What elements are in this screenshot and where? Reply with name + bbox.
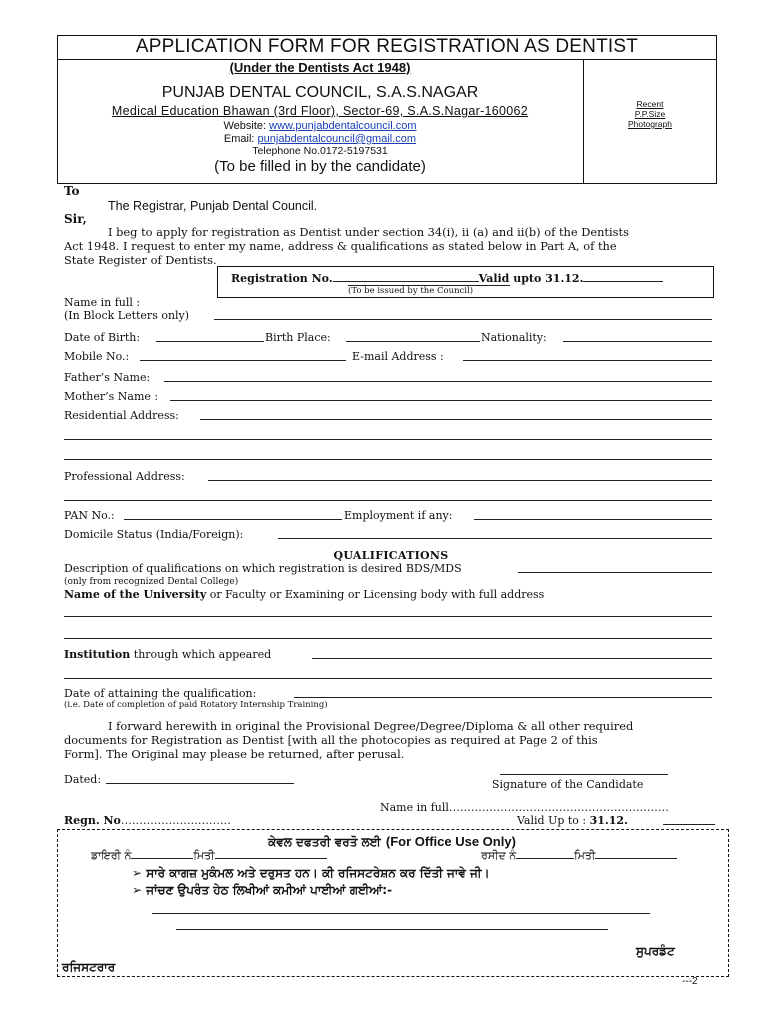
- remarks-field-1[interactable]: [152, 913, 650, 914]
- valid-up-to-label: Valid Up to :: [517, 814, 587, 827]
- university-field-1[interactable]: [64, 616, 712, 617]
- page-number: ---2: [682, 976, 698, 987]
- mother-field[interactable]: [170, 400, 712, 401]
- diary-row: [91, 848, 327, 863]
- name-field[interactable]: [214, 319, 712, 320]
- email-field[interactable]: [463, 360, 712, 361]
- university-bold: Name of the University: [64, 588, 207, 601]
- university-rest: or Faculty or Examining or Licensing body with full address: [206, 588, 545, 601]
- office-heading-en: (For Office Use Only): [385, 834, 516, 849]
- office-heading-punjabi: ਕੇਵਲ ਦਫਤਰੀ ਵਰਤੋ ਲਈ: [268, 835, 381, 849]
- form-title: APPLICATION FORM FOR REGISTRATION AS DENTIST: [135, 36, 639, 57]
- receipt-label: ਰਸੀਦ ਨੰ: [481, 849, 517, 862]
- dob-label: Date of Birth:: [64, 331, 141, 344]
- attaining-label: Date of attaining the qualification:: [64, 687, 257, 700]
- qualification-field[interactable]: [518, 572, 712, 573]
- website-link[interactable]: www.punjabdentalcouncil.com: [269, 120, 417, 132]
- council-name: PUNJAB DENTAL COUNCIL, S.A.S.NAGAR: [161, 84, 479, 101]
- block-letters-label: (In Block Letters only): [64, 309, 190, 322]
- bullet-2-text: ਜਾਂਚਣ ਉਪਰੰਤ ਹੇਠ ਲਿਖੀਆਂ ਕਮੀਆਂ ਪਾਈਆਂ ਗਈਆਂ:-: [146, 883, 393, 897]
- father-label: Father’s Name:: [64, 371, 151, 384]
- nationality-field[interactable]: [563, 341, 712, 342]
- forward-line1: I forward herewith in original the Provisional Degree/Degree/Diploma & all other required: [108, 719, 634, 733]
- nationality-label: Nationality:: [481, 331, 547, 344]
- birth-place-label: Birth Place:: [265, 331, 331, 344]
- valid-upto-label: Valid upto 31.12.: [478, 272, 584, 285]
- registration-no-field[interactable]: [333, 271, 479, 282]
- residential-field-2[interactable]: [64, 439, 712, 440]
- birth-place-field[interactable]: [346, 341, 480, 342]
- para1-line2: Act 1948. I request to enter my name, address & qualifications as stated below in Part A, of the: [64, 239, 617, 253]
- to-label: To: [64, 184, 80, 198]
- professional-field-2[interactable]: [64, 500, 712, 501]
- university-field-2[interactable]: [64, 638, 712, 639]
- registration-note: (To be issued by the Council): [348, 285, 510, 296]
- regn-dots: …………………………: [120, 814, 231, 827]
- website-label: Website:: [223, 120, 267, 132]
- diary-field[interactable]: [131, 848, 193, 859]
- website-line: [57, 120, 583, 132]
- attaining-field[interactable]: [294, 697, 712, 698]
- email-link[interactable]: punjabdentalcouncil@gmail.com: [257, 133, 417, 145]
- professional-label: Professional Address:: [64, 470, 185, 483]
- receipt-field[interactable]: [516, 848, 574, 859]
- remarks-field-2[interactable]: [176, 929, 608, 930]
- professional-field-1[interactable]: [208, 480, 712, 481]
- employment-label: Employment if any:: [344, 509, 453, 522]
- valid-up-to-field[interactable]: [663, 824, 715, 825]
- employment-field[interactable]: [474, 519, 712, 520]
- name-in-full-dots: Name in full……………………………………………………: [380, 801, 669, 814]
- receipt-row: [481, 848, 677, 863]
- council-address: Medical Education Bhawan (3rd Floor), Sector-69, S.A.S.Nagar-160062: [111, 104, 529, 118]
- dated-field[interactable]: [106, 783, 294, 784]
- telephone-line: Telephone No.0172-5197531: [252, 145, 388, 157]
- institution-rest: through which appeared: [130, 648, 272, 661]
- institution-line: [64, 648, 271, 661]
- photo-line-1: Recent: [636, 99, 664, 109]
- signature-label: Signature of the Candidate: [492, 778, 644, 791]
- registrar-label: ਰਜਿਸਟਰਾਰ: [62, 960, 116, 974]
- valid-up-to-line: [517, 814, 628, 827]
- attaining-note: (i.e. Date of completion of paid Rotatory Internship Training): [64, 700, 328, 710]
- qualification-description: Description of qualifications on which registration is desired BDS/MDS: [64, 562, 462, 575]
- regn-label: Regn. No: [64, 814, 121, 827]
- photo-line-2: P.P.Size: [634, 109, 666, 119]
- valid-up-to-year: 31.12.: [589, 814, 628, 827]
- date1-label: ਮਿਤੀ: [193, 849, 215, 862]
- bullet-1-text: ਸਾਰੇ ਕਾਗਜ਼ ਮੁਕੰਮਲ ਅਤੇ ਦਰੁਸਤ ਹਨ। ਕੀ ਰਜਿਸਟਰੇਸ਼ਨ ਕਰ ਦਿੱਤੀ ਜਾਵੇ ਜੀ।: [146, 866, 490, 880]
- recognized-note: (only from recognized Dental College): [64, 577, 239, 587]
- dob-field[interactable]: [156, 341, 264, 342]
- photo-placeholder: [584, 99, 716, 129]
- domicile-label: Domicile Status (India/Foreign):: [64, 528, 244, 541]
- email-label: Email:: [223, 133, 255, 145]
- registrar-line: The Registrar, Punjab Dental Council.: [108, 199, 318, 213]
- valid-upto-field[interactable]: [583, 271, 663, 282]
- diary-label: ਡਾਇਰੀ ਨੰ: [91, 849, 132, 862]
- domicile-field[interactable]: [278, 538, 712, 539]
- father-field[interactable]: [164, 381, 712, 382]
- email-line: [57, 133, 583, 145]
- dated-label: Dated:: [64, 773, 102, 786]
- name-in-full-label: Name in full :: [64, 296, 141, 309]
- university-line: [64, 588, 544, 601]
- para1-line1: I beg to apply for registration as Dentist under section 34(i), ii (a) and ii(b) of the Dentists: [108, 225, 629, 239]
- mobile-label: Mobile No.:: [64, 350, 130, 363]
- mobile-field[interactable]: [140, 360, 346, 361]
- institution-field-1[interactable]: [312, 658, 712, 659]
- photo-line-3: Photograph: [628, 119, 672, 129]
- sir-label: Sir,: [64, 212, 87, 226]
- registration-row: [231, 271, 663, 285]
- email-label-field: E-mail Address :: [352, 350, 444, 363]
- office-bullet-1: [132, 866, 490, 881]
- institution-field-2[interactable]: [64, 678, 712, 679]
- date2-field[interactable]: [595, 848, 677, 859]
- qualifications-heading: QUALIFICATIONS: [333, 549, 449, 562]
- para1-line3: State Register of Dentists.: [64, 253, 217, 267]
- fill-note: (To be filled in by the candidate): [214, 158, 426, 175]
- date2-label: ਮਿਤੀ: [574, 849, 596, 862]
- date1-field[interactable]: [215, 848, 327, 859]
- forward-line2: documents for Registration as Dentist [with all the photocopies as required at Page 2 of this: [64, 733, 598, 747]
- regn-line: [64, 814, 231, 827]
- signature-line[interactable]: [500, 774, 668, 775]
- office-bullet-2: [132, 883, 392, 898]
- forward-line3: Form]. The Original may please be returned, after perusal.: [64, 747, 405, 761]
- residential-label: Residential Address:: [64, 409, 179, 422]
- residential-field-1[interactable]: [200, 419, 712, 420]
- mother-label: Mother’s Name :: [64, 390, 159, 403]
- superintendent-label: ਸੁਪਰਡੰਟ: [636, 944, 675, 958]
- arrow-icon: ➢: [132, 883, 143, 897]
- residential-field-3[interactable]: [64, 459, 712, 460]
- act-subtitle: (Under the Dentists Act 1948): [229, 60, 411, 75]
- institution-bold: Institution: [64, 648, 131, 661]
- registration-label: Registration No.: [231, 272, 333, 285]
- pan-field[interactable]: [124, 519, 342, 520]
- pan-label: PAN No.:: [64, 509, 115, 522]
- arrow-icon: ➢: [132, 866, 143, 880]
